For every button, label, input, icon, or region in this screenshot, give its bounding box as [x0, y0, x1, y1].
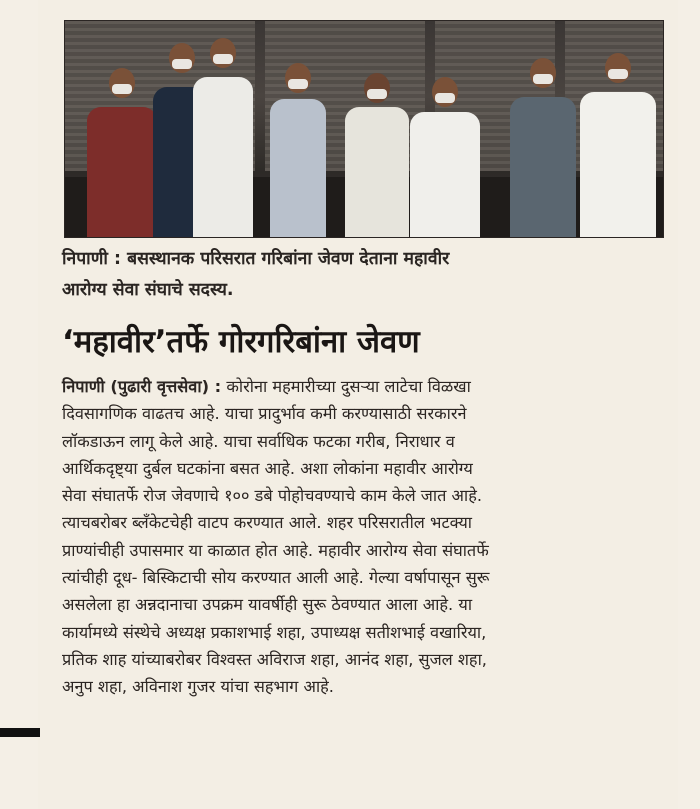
article-line: प्रतिक शाह यांच्याबरोबर विश्वस्त अविराज शहा, आनंद शहा, सुजल शहा, [62, 649, 487, 669]
caption-line: आरोग्य सेवा संघाचे सदस्य. [62, 280, 234, 300]
article-line: त्यांचीही दूध- बिस्किटाची सोय करण्यात आली आहे. गेल्या वर्षापासून सुरू [62, 568, 490, 588]
person-figure [580, 47, 656, 237]
margin-mark [0, 728, 40, 737]
dateline: निपाणी (पुढारी वृत्तसेवा) : [62, 377, 222, 396]
article-line: प्राण्यांचीही उपासमार या काळात होत आहे. महावीर आरोग्य सेवा संघातर्फे [62, 540, 489, 560]
person-figure [87, 62, 157, 237]
photo-caption [62, 244, 662, 306]
article-line [62, 373, 662, 400]
first-line-text: कोरोना महमारीच्या दुसऱ्या लाटेचा विळखा [221, 377, 471, 396]
article-line: सेवा संघातर्फे रोज जेवणाचे १०० डबे पोहोचवण्याचे काम केले जात आहे. [62, 486, 483, 506]
article-line: आर्थिकदृष्ट्या दुर्बल घटकांना बसत आहे. अशा लोकांना महावीर आरोग्य [62, 458, 473, 478]
article-line: अनुप शहा, अविनाश गुजर यांचा सहभाग आहे. [62, 677, 334, 697]
person-figure [410, 67, 480, 237]
article-line: असलेला हा अन्नदानाचा उपक्रम यावर्षीही सुरू ठेवण्यात आला आहे. या [62, 595, 473, 615]
article-line: लॉकडाऊन लागू केले आहे. याचा सर्वाधिक फटका गरीब, निराधार व [62, 431, 455, 451]
person-figure [510, 52, 576, 237]
article-body [62, 373, 662, 701]
person-figure [270, 57, 326, 237]
article-line: कार्यामध्ये संस्थेचे अध्यक्ष प्रकाशभाई शहा, उपाध्यक्ष सतीशभाई वखारिया, [62, 622, 487, 642]
article-line: त्याचबरोबर ब्लँकेटचेही वाटप करण्यात आले. शहर परिसरातील भटक्या [62, 513, 473, 533]
news-photo [64, 20, 664, 238]
article-headline: ‘महावीर’तर्फे गोरगरिबांना जेवण [62, 324, 420, 360]
person-figure [345, 67, 409, 237]
person-figure [193, 32, 253, 237]
article-line: दिवसागणिक वाढतच आहे. याचा प्रादुर्भाव कमी करण्यासाठी सरकारने [62, 404, 467, 424]
caption-line: निपाणी : बसस्थानक परिसरात गरिबांना जेवण देताना महावीर [62, 249, 450, 269]
